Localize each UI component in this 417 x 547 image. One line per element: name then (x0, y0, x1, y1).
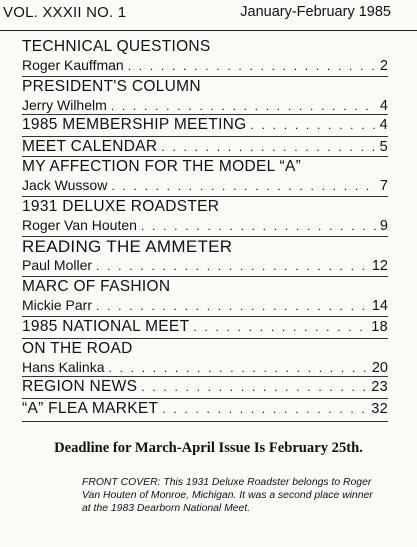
divider (22, 76, 388, 77)
dot-leader (141, 217, 376, 235)
divider (22, 421, 388, 422)
masthead (0, 0, 417, 31)
dot-leader (96, 257, 368, 275)
divider (22, 398, 388, 399)
divider (22, 338, 388, 339)
toc-page-number: 7 (379, 178, 388, 194)
toc-author: Roger Van Houten (22, 217, 137, 233)
toc-page-number: 4 (379, 98, 388, 114)
toc-entry-presidents-column[interactable] (22, 78, 388, 115)
dot-leader (193, 318, 367, 336)
toc-entry-my-affection[interactable] (22, 158, 388, 195)
toc-title: 1985 NATIONAL MEET (22, 318, 190, 335)
toc-title: READING THE AMMETER (22, 237, 233, 256)
toc-title: “A” FLEA MARKET (22, 400, 159, 417)
toc-author: Jack Wussow (22, 177, 108, 193)
dot-leader (128, 57, 376, 75)
toc-entry-membership-meeting[interactable] (22, 116, 388, 134)
toc-title: 1931 DELUXE ROADSTER (22, 198, 220, 215)
toc-page-number: 18 (371, 319, 388, 335)
toc-title: 1985 MEMBERSHIP MEETING (22, 116, 247, 133)
toc-entry-marc-of-fashion[interactable] (22, 278, 388, 315)
toc-entry-technical-questions[interactable] (22, 38, 388, 75)
divider (22, 376, 388, 377)
dot-leader (109, 359, 368, 377)
toc-entry-deluxe-roadster[interactable] (22, 198, 388, 235)
toc-page-number: 14 (371, 298, 388, 314)
divider (22, 276, 388, 277)
toc-page-number: 12 (371, 258, 388, 274)
toc-entry-flea-market[interactable] (22, 400, 388, 418)
toc-title: REGION NEWS (22, 378, 138, 395)
dot-leader (161, 138, 375, 156)
toc-title: TECHNICAL QUESTIONS (22, 38, 211, 55)
toc-entry-on-the-road[interactable] (22, 340, 388, 377)
toc-entry-region-news[interactable] (22, 378, 388, 396)
toc-page-number: 32 (371, 401, 388, 417)
toc-title: MARC OF FASHION (22, 278, 171, 295)
divider (22, 316, 388, 317)
dot-leader (111, 177, 376, 195)
dot-leader (251, 116, 376, 134)
toc-page-number: 4 (379, 117, 388, 133)
toc-page-number: 2 (379, 58, 388, 74)
toc-author: Paul Moller (22, 257, 93, 273)
toc-page-number: 9 (379, 218, 388, 234)
toc-title: MY AFFECTION FOR THE MODEL “A” (22, 158, 302, 175)
dot-leader (96, 297, 368, 315)
deadline-notice: Deadline for March-April Issue Is February 25th. (54, 440, 363, 456)
toc-entry-meet-calendar[interactable] (22, 138, 388, 156)
toc-page-number: 23 (371, 379, 388, 395)
toc-title: PRESIDENT'S COLUMN (22, 78, 201, 95)
volume-number: VOL. XXXII NO. 1 (3, 4, 127, 21)
toc-author: Roger Kauffman (22, 57, 124, 73)
toc-entry-national-meet[interactable] (22, 318, 388, 336)
toc-author: Jerry Wilhelm (22, 97, 107, 113)
issue-date: January-February 1985 (240, 4, 391, 20)
toc-entry-reading-ammeter[interactable] (22, 238, 388, 275)
divider (22, 136, 388, 137)
front-cover-caption: FRONT COVER: This 1931 Deluxe Roadster belongs to Roger Van Houten of Monroe, Michigan. It was a second place winner at the 1983 Dearborn National Meet. (82, 477, 373, 514)
divider (22, 114, 388, 115)
dot-leader (141, 378, 367, 396)
divider (22, 156, 388, 157)
dot-leader (162, 400, 367, 418)
toc-title: MEET CALENDAR (22, 138, 158, 155)
toc-title: ON THE ROAD (22, 340, 133, 357)
toc-page-number: 5 (379, 139, 388, 155)
toc-page-number: 20 (371, 360, 388, 376)
toc-author: Hans Kalinka (22, 359, 105, 375)
dot-leader (111, 97, 376, 115)
toc-author: Mickie Parr (22, 297, 93, 313)
divider (22, 196, 388, 197)
